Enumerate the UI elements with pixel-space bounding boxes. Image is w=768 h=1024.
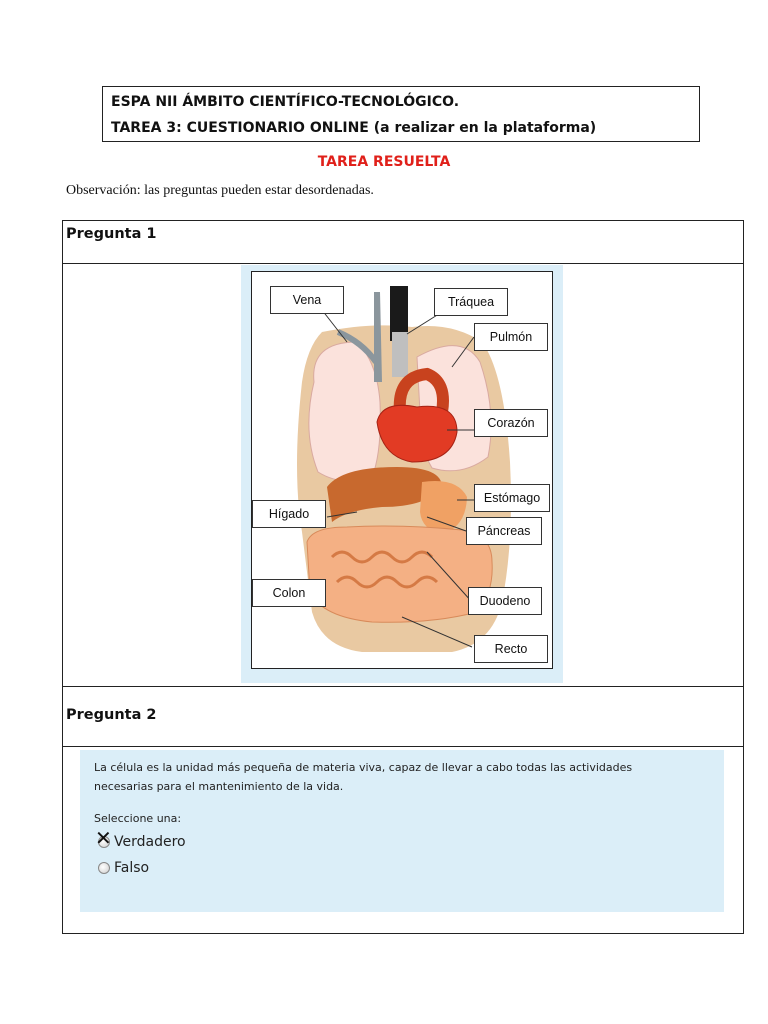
question-2-header (63, 687, 743, 747)
label-higado: Hígado (252, 500, 326, 528)
option-falso[interactable] (98, 860, 149, 876)
question-1-header (63, 221, 743, 264)
radio-verdadero[interactable] (95, 826, 112, 850)
document-header (102, 86, 700, 142)
header-task: TAREA 3: CUESTIONARIO ONLINE (a realizar en la plataforma) (111, 120, 597, 136)
header-subject: ESPA NII ÁMBITO CIENTÍFICO-TECNOLÓGICO. (111, 94, 460, 110)
select-prompt: Seleccione una: (94, 812, 182, 825)
label-pancreas: Páncreas (466, 517, 542, 545)
option-verdadero[interactable] (95, 826, 186, 850)
resolved-label: TAREA RESUELTA (317, 154, 451, 170)
anatomy-figure (241, 265, 563, 683)
label-corazon: Corazón (474, 409, 548, 437)
option-verdadero-label: Verdadero (114, 834, 186, 850)
question-2-panel (80, 750, 724, 912)
question-2-title: Pregunta 2 (66, 707, 157, 723)
label-vena: Vena (270, 286, 344, 314)
radio-falso[interactable] (98, 862, 110, 874)
observation-note: Observación: las preguntas pueden estar desordenadas. (66, 183, 374, 198)
label-estomago: Estómago (474, 484, 550, 512)
question-1-title: Pregunta 1 (66, 226, 157, 242)
selected-x-mark: ✕ (95, 826, 112, 850)
label-traquea: Tráquea (434, 288, 508, 316)
question-2-statement: La célula es la unidad más pequeña de materia viva, capaz de llevar a cabo todas las actividades necesarias para el mantenimiento de la vida. (94, 761, 633, 793)
label-colon: Colon (252, 579, 326, 607)
option-falso-label: Falso (114, 860, 150, 876)
label-recto: Recto (474, 635, 548, 663)
label-duodeno: Duodeno (468, 587, 542, 615)
label-pulmon: Pulmón (474, 323, 548, 351)
anatomy-image (251, 271, 553, 669)
